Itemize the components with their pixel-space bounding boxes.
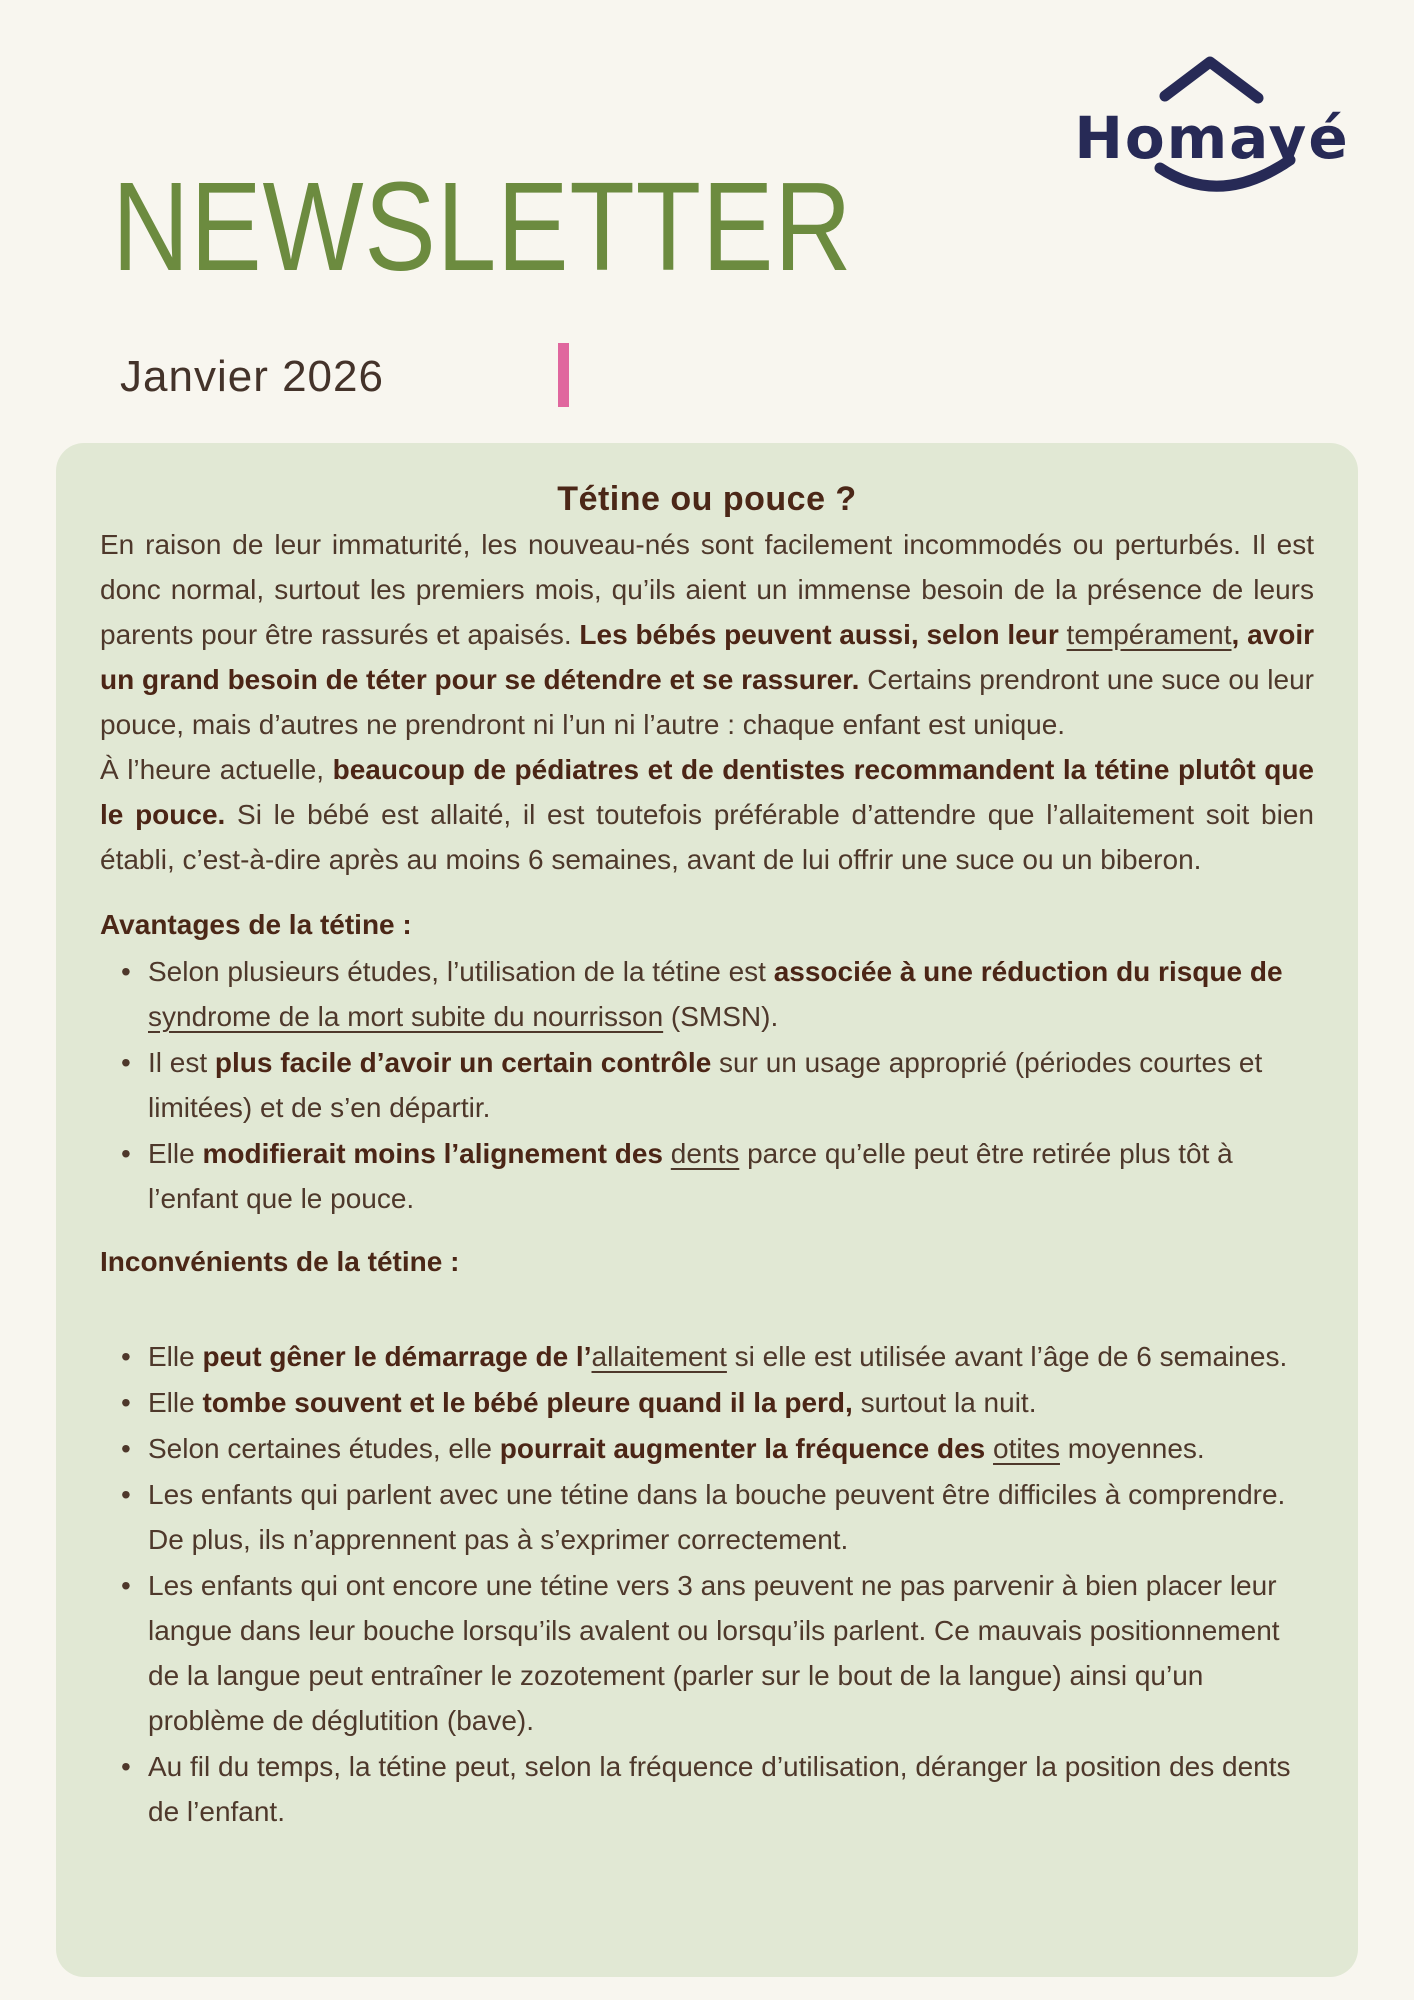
text-segment: sur un usage approprié (périodes courtes et limitées) et de s’en départir. — [148, 1047, 1263, 1123]
text-segment: Les enfants qui parlent avec une tétine dans la bouche peuvent être difficiles à comprendre. De plus, ils n’apprennent pas à s’exprimer correctement. — [148, 1479, 1286, 1555]
logo-wordmark: Homayé — [1074, 104, 1350, 172]
text-segment: modifierait moins l’alignement des — [202, 1138, 671, 1169]
list-item — [148, 1380, 1314, 1425]
text-segment: peut gêner le démarrage de l’ — [202, 1341, 592, 1372]
advantages-heading: Avantages de la tétine : — [100, 909, 412, 940]
text-segment: Si le bébé est allaité, il est toutefois préférable d’attendre que l’allaitement soit bien établi, c’est-à-dire après au moins 6 semaines, avant de lui offrir une suce ou un biberon. — [100, 799, 1314, 875]
text-segment: moyennes. — [1059, 1433, 1205, 1464]
article-title: Tétine ou pouce ? — [557, 480, 857, 518]
advantages-list — [100, 949, 1314, 1221]
text-segment: Elle — [148, 1138, 203, 1169]
text-segment: surtout la nuit. — [852, 1387, 1037, 1418]
list-item — [148, 1131, 1314, 1221]
text-segment: tombe souvent et le bébé pleure quand il la perd, — [202, 1387, 853, 1418]
issue-date: Janvier 2026 — [120, 352, 384, 401]
text-segment: Les enfants qui ont encore une tétine vers 3 ans peuvent ne pas parvenir à bien placer leur langue dans leur bouche lorsqu’ils avalent ou lorsqu’ils parlent. Ce mauvais positionnement de la langue peut entraîner le zozotement (parler sur le bout de la langue) ainsi qu’un problème de déglutition (bave). — [148, 1570, 1280, 1736]
text-segment: , avoir un grand besoin de téter pour se détendre et se rassurer. — [100, 619, 1315, 695]
text-segment: En raison de leur immaturité, les nouveau-nés sont facilement incommodés ou perturbés. Il est donc normal, surtout les premiers mois, qu’ils aient un immense besoin de la présence de leurs parents pour être rassurés et apaisés. — [100, 529, 1314, 650]
text-segment: Selon certaines études, elle — [148, 1433, 500, 1464]
text-segment: Elle — [148, 1341, 203, 1372]
inline-link[interactable]: syndrome de la mort subite du nourrisson — [148, 1001, 664, 1032]
text-segment: si elle est utilisée avant l’âge de 6 semaines. — [726, 1341, 1288, 1372]
pink-accent-bar — [558, 343, 569, 407]
list-item — [148, 949, 1314, 1039]
text-segment: associée à une réduction du risque de — [773, 956, 1283, 987]
disadvantages-heading: Inconvénients de la tétine : — [100, 1246, 460, 1277]
recommendation-paragraph — [100, 747, 1314, 882]
list-item — [148, 1744, 1314, 1834]
disadvantages-list — [100, 1334, 1314, 1834]
list-item — [148, 1426, 1314, 1471]
roof-icon — [1165, 62, 1258, 98]
list-item — [148, 1563, 1314, 1743]
text-segment: (SMSN). — [663, 1001, 779, 1032]
text-segment: parce qu’elle peut être retirée plus tôt à l’enfant que le pouce. — [148, 1138, 1233, 1214]
text-segment: beaucoup de pédiatres et de dentistes recommandent la tétine plutôt que le pouce. — [100, 754, 1314, 830]
article-card — [56, 443, 1358, 1977]
text-segment: Elle — [148, 1387, 203, 1418]
list-item — [148, 1040, 1314, 1130]
homaye-logo — [1062, 48, 1362, 208]
text-segment: pourrait augmenter la fréquence des — [499, 1433, 994, 1464]
list-item — [148, 1472, 1314, 1562]
text-segment: Il est — [148, 1047, 215, 1078]
list-item — [148, 1334, 1314, 1379]
intro-paragraph — [100, 522, 1314, 747]
text-segment: À l’heure actuelle, — [100, 754, 333, 785]
page-title: NEWSLETTER — [112, 156, 853, 297]
inline-link[interactable]: tempérament — [1066, 619, 1232, 650]
inline-link[interactable]: dents — [670, 1138, 740, 1169]
text-segment: plus facile d’avoir un certain contrôle — [214, 1047, 712, 1078]
text-segment: Les bébés peuvent aussi, selon leur — [579, 619, 1067, 650]
text-segment: Certains prendront une suce ou leur pouce, mais d’autres ne prendront ni l’un ni l’autre : chaque enfant est unique. — [100, 664, 1314, 740]
text-segment: Selon plusieurs études, l’utilisation de la tétine est — [148, 956, 774, 987]
inline-link[interactable]: otites — [993, 1433, 1060, 1464]
text-segment: Au fil du temps, la tétine peut, selon la fréquence d’utilisation, déranger la position des dents de l’enfant. — [148, 1751, 1291, 1827]
inline-link[interactable]: allaitement — [591, 1341, 727, 1372]
